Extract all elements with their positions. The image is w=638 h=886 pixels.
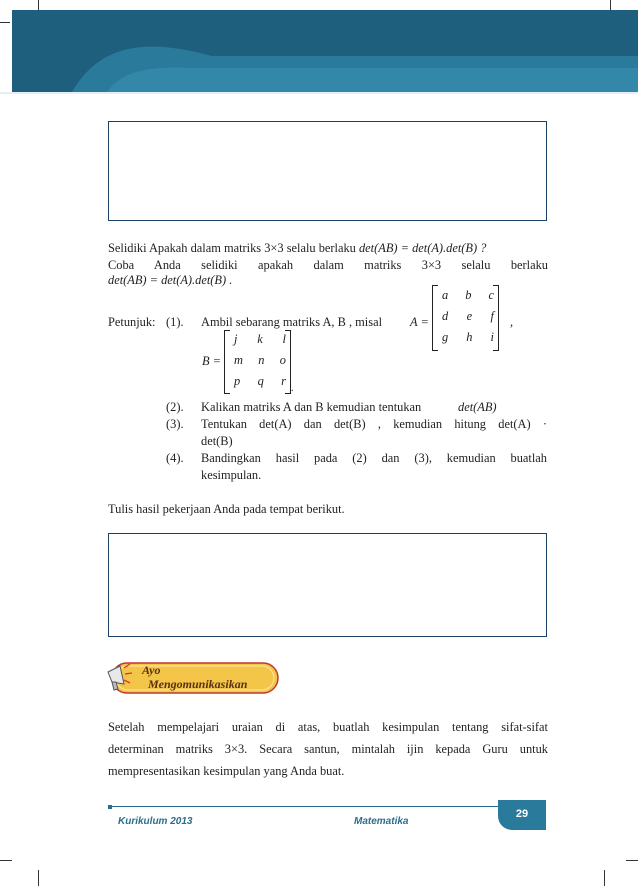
investigate-line-1: Selidiki Apakah dalam matriks 3×3 selalu berlaku det(AB) = det(A).det(B) ?: [108, 241, 487, 255]
answer-box[interactable]: [108, 121, 547, 221]
conclusion-line-1: Setelah mempelajari uraian di atas, buatlah kesimpulan tentang sifat-sifat: [108, 720, 548, 734]
step-number: (2).: [166, 400, 184, 414]
step4-text: Bandingkan hasil pada (2) dan (3), kemudian buatlah: [201, 451, 547, 465]
hint-label: Petunjuk:: [108, 315, 156, 329]
step4-text-cont: kesimpulan.: [201, 468, 262, 482]
matrix-a-label: A =: [410, 315, 429, 329]
megaphone-icon: [104, 662, 134, 694]
crop-mark: [38, 0, 39, 10]
write-prompt: Tulis hasil pekerjaan Anda pada tempat berikut.: [108, 502, 345, 516]
comma: ,: [510, 315, 514, 329]
step3-text: Tentukan det(A) dan det(B) , kemudian hitung det(A) ·: [201, 417, 547, 431]
matrix-a-row: d e f: [442, 309, 494, 323]
crop-mark: [610, 0, 611, 10]
investigate-line-3: det(AB) = det(A).det(B) .: [108, 273, 233, 287]
matrix-a-row: g h i: [442, 330, 494, 344]
crop-mark: [0, 860, 12, 861]
matrix-b-row: m n o: [234, 353, 286, 367]
matrix-b-row: p q r: [234, 374, 286, 388]
step2-formula: det(AB): [458, 400, 497, 414]
crop-mark: [626, 860, 638, 861]
crop-mark: [0, 22, 10, 23]
footer-rule: [112, 806, 498, 807]
investigate-line-2: Coba Anda selidiki apakah dalam matriks 3×3 selalu berlaku: [108, 258, 548, 272]
footer-subject: Matematika: [354, 816, 409, 827]
answer-box[interactable]: [108, 533, 547, 637]
conclusion-line-3: mempresentasikan kesimpulan yang Anda buat.: [108, 764, 345, 778]
header-shadow: [0, 92, 638, 94]
badge-line-2: Mengomunikasikan: [148, 677, 248, 691]
header-banner: [12, 10, 638, 92]
page-number: 29: [515, 808, 529, 820]
crop-mark: [604, 870, 605, 886]
crop-mark: [38, 870, 39, 886]
step-number: (4).: [166, 451, 184, 465]
step2-text: Kalikan matriks A dan B kemudian tentukan: [201, 400, 422, 414]
step-number: (1).: [166, 315, 184, 329]
footer-curriculum: Kurikulum 2013: [118, 816, 193, 827]
matrix-b-label: B =: [202, 354, 222, 368]
ayo-mengomunikasikan-badge: [104, 660, 280, 696]
step3-text-cont: det(B): [201, 434, 233, 448]
conclusion-line-2: determinan matriks 3×3. Secara santun, mintalah ijin kepada Guru untuk: [108, 742, 548, 756]
page-number-tab: [498, 800, 546, 830]
period: .: [291, 383, 294, 394]
step-number: (3).: [166, 417, 184, 431]
matrix-a-row: a b c: [442, 288, 494, 302]
step1-text: Ambil sebarang matriks A, B , misal: [201, 315, 383, 329]
matrix-b-row: j k l: [234, 332, 286, 346]
badge-line-1: Ayo: [142, 663, 161, 677]
